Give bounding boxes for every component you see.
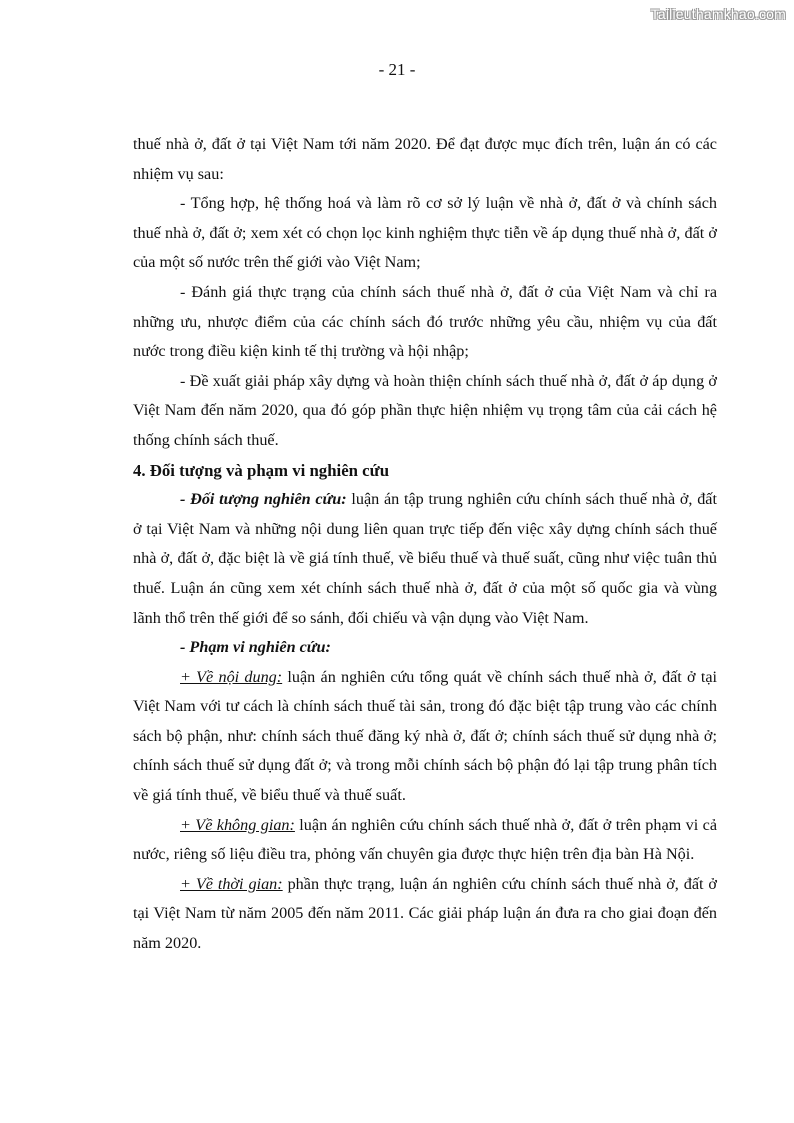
scope-time-label: + Về thời gian:: [180, 874, 283, 893]
research-scope-label: - Phạm vi nghiên cứu:: [180, 638, 331, 657]
scope-content-label: + Về nội dung:: [180, 667, 283, 686]
document-body: [133, 130, 717, 959]
paragraph-scope-time: [133, 870, 717, 959]
scope-space-text: luận án nghiên cứu chính sách thuế nhà ở, đất ở trên phạm vi cả nước, riêng số liệu điều tra, phỏng vấn chuyên gia được thực hiện trên địa bàn Hà Nội.: [133, 815, 717, 864]
paragraph-research-scope: [133, 633, 717, 663]
scope-space-label: + Về không gian:: [180, 815, 295, 834]
page-number: - 21 -: [378, 60, 416, 79]
scope-time-text: phần thực trạng, luận án nghiên cứu chính sách thuế nhà ở, đất ở tại Việt Nam từ năm 2005 đến năm 2011. Các giải pháp luận án đưa ra cho giai đoạn đến năm 2020.: [133, 874, 717, 953]
research-subject-text: luận án tập trung nghiên cứu chính sách thuế nhà ở, đất ở tại Việt Nam và những nội dung liên quan trực tiếp đến việc xây dựng chính sách thuế nhà ở, đất ở, đặc biệt là về giá tính thuế, về biểu thuế và thuế suất, cũng như việc tuân thủ thuế. Luận án cũng xem xét chính sách thuế nhà ở, đất ở của một số quốc gia và vùng lãnh thổ trên thế giới để so sánh, đối chiếu và vận dụng vào Việt Nam.: [133, 490, 717, 627]
paragraph-objectives-intro: thuế nhà ở, đất ở tại Việt Nam tới năm 2020. Để đạt được mục đích trên, luận án có các nhiệm vụ sau:: [133, 135, 717, 183]
watermark-text: Tailieuthamkhao.com: [650, 6, 786, 22]
scope-content-text: luận án nghiên cứu tổng quát về chính sách thuế nhà ở, đất ở tại Việt Nam với tư cách là chính sách thuế tài sản, trong đó đặc biệt tập trung vào các chính sách bộ phận, như: chính sách thuế đăng ký nhà ở, đất ở; chính sách thuế sử dụng nhà ở; chính sách thuế sử dụng đất ở; và trong mỗi chính sách bộ phận đó lại tập trung phân tích về giá tính thuế, về biểu thuế và thuế suất.: [133, 667, 718, 805]
research-subject-label: - Đối tượng nghiên cứu:: [180, 490, 347, 509]
paragraph-task-3: - Đề xuất giải pháp xây dựng và hoàn thiện chính sách thuế nhà ở, đất ở áp dụng ở Việt Nam đến năm 2020, qua đó góp phần thực hiện nhiệm vụ trọng tâm của cải cách hệ thống chính sách thuế.: [133, 371, 717, 449]
section-heading: 4. Đối tượng và phạm vi nghiên cứu: [133, 460, 390, 480]
paragraph-task-1: - Tổng hợp, hệ thống hoá và làm rõ cơ sở lý luận về nhà ở, đất ở và chính sách thuế nhà ở, đất ở; xem xét có chọn lọc kinh nghiệm thực tiễn về áp dụng thuế nhà ở, đất ở của một số nước trên thế giới vào Việt Nam;: [133, 194, 717, 272]
paragraph-research-subject: [133, 485, 717, 633]
paragraph-scope-content: [133, 663, 717, 811]
paragraph-task-2: - Đánh giá thực trạng của chính sách thuế nhà ở, đất ở của Việt Nam và chỉ ra những ưu, nhược điểm của các chính sách đó trước những yêu cầu, nhiệm vụ của đất nước trong điều kiện kinh tế thị trường và hội nhập;: [133, 282, 717, 361]
paragraph-scope-space: [133, 811, 717, 870]
